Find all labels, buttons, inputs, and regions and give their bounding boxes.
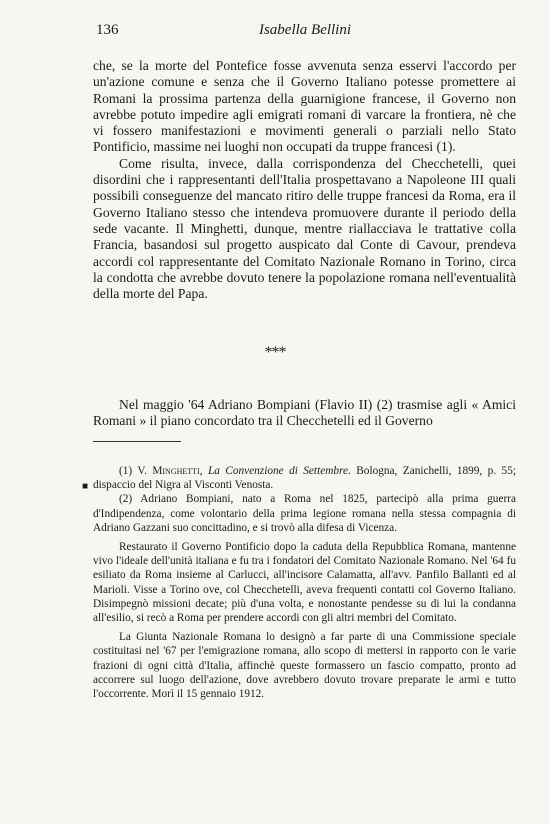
section-separator: *** xyxy=(264,344,286,361)
paragraph-1: che, se la morte del Pontefice fosse avvenuta senza esservi l'accordo per un'azione comune e senza che il Governo Italiano potesse prometterе ai Romani la prossima partenza della guarnigione francese, il Governo non avrebbe potuto impedire agli emigrati romani di varcare la frontiera, nè che vi fossero manifestazioni e movimenti generali o parziali nello Stato Pontificio, massime nei luoghi non occupati da truppe francesi (1). xyxy=(93,58,516,155)
main-text-continued xyxy=(93,383,516,443)
footnote-1-author: Minghetti xyxy=(152,465,200,477)
footnotes xyxy=(93,464,516,701)
footnote-2-final: La Giunta Nazionale Romana lo designò a far parte di una Commissione speciale costituitasi nel '67 per l'emigrazione romana, allo scopo di mettersi in rapporto con le varie frazioni di ogni città d'Italia, affinchè queste formassero un fascio compatto, pronto ad accorrere sul luogo dell'azione, dove avrebbero dovuto trovare preparate le armi e tutto l'occorrente. Morì il 15 gennaio 1912. xyxy=(93,631,516,701)
paragraph-2: Come risulta, invece, dalla corrispondenza del Checchetelli, quei disordini che i rappresentanti dell'Italia prospettavano a Napoleone III quali possibili conseguenze del mancato ritiro delle truppe francesi da Roma, era il Governo Italiano stesso che intendeva promuovere durante il periodo della sede vacante. Il Minghetti, dunque, mentre riallacciava le trattative colla Francia, basandosi sul progetto auspicato dal Conte di Cavour, prendeva accordi col rappresentante del Comitato Nazionale Romano in Torino, circa la condotta che avrebbe dovuto tenere la popolazione romana nell'eventualità della morte del Papa. xyxy=(93,155,516,302)
footnote-2-continued: Restaurato il Governo Pontificio dopo la caduta della Repubblica Romana, mantenne vivo l'ideale dell'unità italiana e fu tra i fondatori del Comitato Nazionale Romano. Nel '64 fu esiliato da Roma insieme al Carlucci, all'incisore Calamatta, all'avv. Panfilo Ballanti ed al Marioli. Visse a Torino ove, col Checchetelli, aveva frequenti contatti col Governo Italiano. Disimpegnò missioni decate; più d'una volta, e nonostante pendesse su di lui la condanna all'esilio, si recò a Roma per prendere accordi con gli altri membri del Comitato. xyxy=(93,541,516,625)
footnote-rule xyxy=(93,441,181,442)
footnote-1: (1) V. Minghetti, La Convenzione di Settembre. Bologna, Zanichelli, 1899, p. 55; dispaccio del Nigra al Visconti Venosta. xyxy=(93,465,516,492)
page-header xyxy=(96,22,514,44)
margin-mark: ■ xyxy=(82,481,89,492)
main-text xyxy=(93,58,516,302)
footnote-1-rest: . Bologna, Zanichelli, 1899, p. 55; dispaccio del Nigra al Visconti Venosta. xyxy=(93,465,516,492)
footnote-2: (2) Adriano Bompiani, nato a Roma nel 1825, partecipò alla prima guerra d'Indipendenza, come volontario della prima legione romana nella stessa compagnia di Adriano Gazzani suo concittadino, e si trovò alla difesa di Vicenza. xyxy=(93,493,516,534)
running-head: Isabella Bellini xyxy=(258,22,352,38)
footnote-1-title: La Convenzione di Settembre xyxy=(207,465,349,477)
paragraph-3: Nel maggio '64 Adriano Bompiani (Flavio II) (2) trasmise agli « Amici Romani » il piano concordato tra il Checchetelli ed il Governo xyxy=(93,396,516,428)
page-number: 136 xyxy=(96,22,119,38)
footnote-1-marker: (1) V. xyxy=(119,465,153,477)
